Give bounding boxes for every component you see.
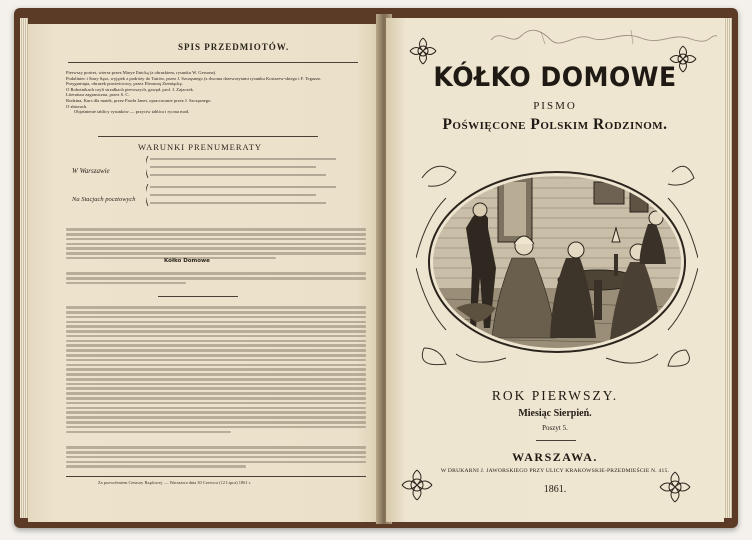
toc-item: Pierwszy portret, wiersz przez Marye Ilnicką (z obrazkiem, rysunku W. Gersona). xyxy=(66,70,217,75)
price-table xyxy=(146,154,346,216)
corner-ornament-icon xyxy=(400,468,434,502)
magazine-subtitle: Poświęcone Polskim Rodzinom. xyxy=(442,116,668,133)
toc-title: SPIS PRZEDMIOTÓW. xyxy=(178,42,290,52)
divider xyxy=(158,296,238,297)
corner-ornament-icon xyxy=(658,470,692,504)
pismo-label: PISMO xyxy=(533,100,577,112)
paragraph-2 xyxy=(66,270,366,287)
toc-rule xyxy=(68,62,358,63)
paragraph-4 xyxy=(66,444,366,470)
magazine-title: KÓŁKO DOMOWE xyxy=(433,62,677,93)
warunki-city: W Warszawie xyxy=(72,167,110,175)
footer-rule xyxy=(66,476,366,477)
right-page xyxy=(386,18,724,522)
toc-item: O Robotnikach czyli strzałkach pierwszych, gawęd. prof. I. Zajaczek. xyxy=(66,86,194,92)
right-page-edges xyxy=(724,18,732,518)
divider xyxy=(98,136,318,137)
city-label: WARSZAWA. xyxy=(512,450,598,464)
divider xyxy=(536,440,576,441)
footer-line: Za pozwoleniem Cenzury Rządowej. — Warszawa dnia 30 Czerwca (12 Lipca) 1861 r. xyxy=(98,480,251,485)
family-scene-illustration xyxy=(416,158,698,372)
paragraph-3 xyxy=(66,304,366,435)
toc-note: Objaśnienie tablicy rysunków — przyciw tablica i rycina mod. xyxy=(74,109,190,115)
warunki-title: WARUNKI PRENUMERATY xyxy=(138,142,263,152)
year-label: ROK PIERWSZY. xyxy=(491,388,619,403)
toc-item: Przygarnięta, obrazek powieściowy, przez Eleonorę Ziemięckę. xyxy=(66,81,183,87)
left-page-edges xyxy=(20,18,28,518)
publication-year: 1861. xyxy=(543,484,567,495)
paragraph-1 xyxy=(66,226,366,262)
kolko-mention: Kółko Domowe xyxy=(164,258,210,264)
month-label: Miesiąc Sierpień. xyxy=(518,408,592,419)
toc-item: O zbiorach. xyxy=(66,103,88,109)
issue-number: Poszyt 5. xyxy=(542,424,568,432)
toc-item: Literatura zagraniczna, przez S. C. xyxy=(66,92,130,98)
toc-item: Rodzina, Kurs dla matek, przez Pawła Janet, opracowanie przez J. Szczęsnego. xyxy=(66,97,212,103)
warunki-post: Na Stacjach pocztowych xyxy=(72,196,136,203)
toc-item: Podaliniec i Stary Sąsz, wyjątek z podróży do Tatrów, przez J. Szczęsnego (z dwoma drzeworytami rysunku Kostrzew-skiego i F. Tegazzo. xyxy=(66,75,322,81)
printer-line: W DRUKARNI J. JAWORSKIEGO PRZY ULICY KRAKOWSKIE-PRZEDMIEŚCIE N. 415. xyxy=(440,468,670,474)
toc-list xyxy=(66,70,366,115)
left-page xyxy=(28,24,384,522)
